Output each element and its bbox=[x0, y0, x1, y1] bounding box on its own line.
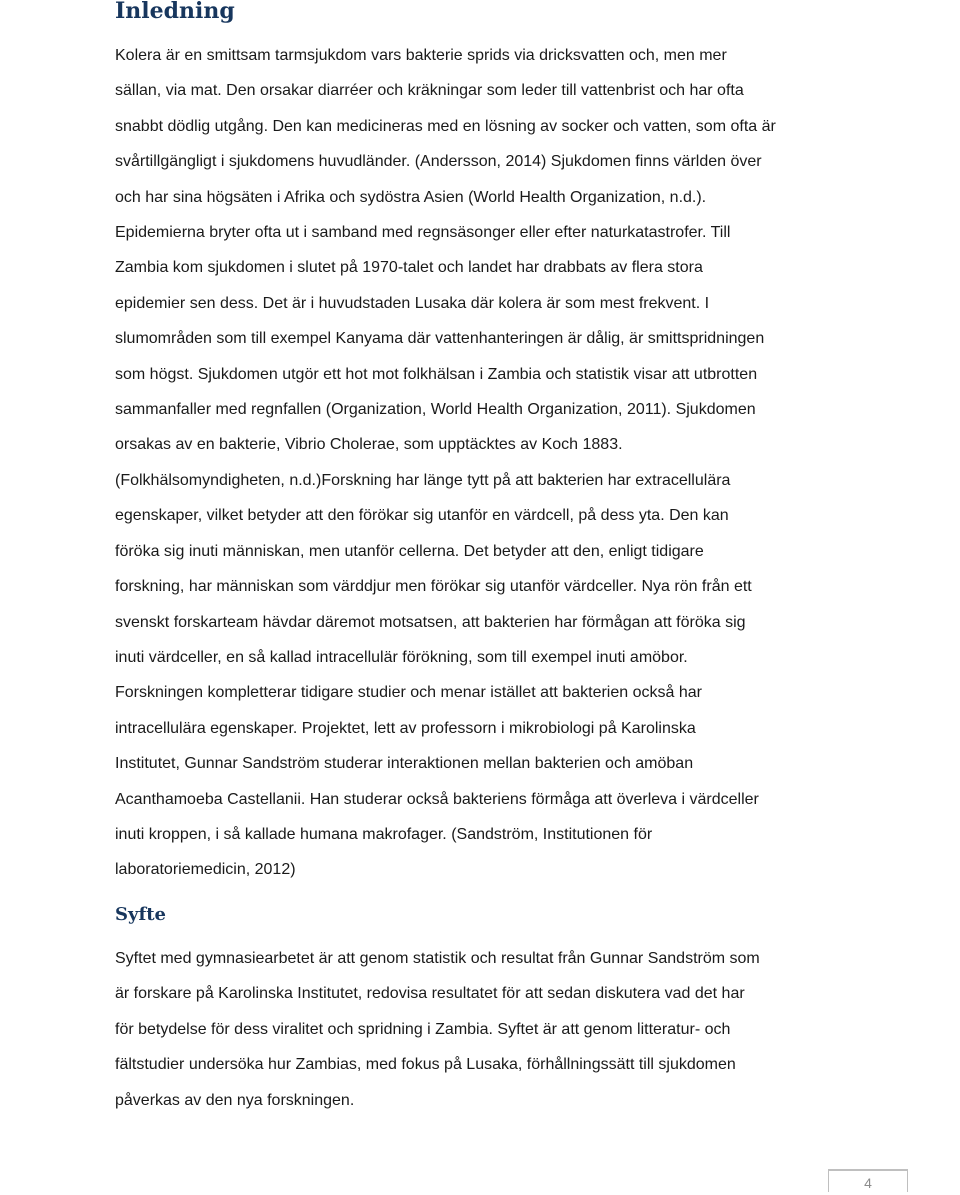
text-line: epidemier sen dess. Det är i huvudstaden Lusaka där kolera är som mest frekvent. I bbox=[115, 294, 710, 312]
text-line: är forskare på Karolinska Institutet, redovisa resultatet för att sedan diskutera vad det har bbox=[115, 985, 745, 1003]
text-line: Zambia kom sjukdomen i slutet på 1970-talet och landet har drabbats av flera stora bbox=[115, 259, 703, 277]
text-line: svenskt forskarteam hävdar däremot motsatsen, att bakterien har förmågan att föröka sig bbox=[115, 613, 746, 631]
text-line: Institutet, Gunnar Sandström studerar interaktionen mellan bakterien och amöban bbox=[115, 755, 694, 773]
text-line: slumområden som till exempel Kanyama där vattenhanteringen är dålig, är smittspridningen bbox=[115, 330, 765, 348]
text-line: Kolera är en smittsam tarmsjukdom vars bakterie sprids via dricksvatten och, men mer bbox=[115, 47, 727, 64]
text-line: sällan, via mat. Den orsakar diarréer och kräkningar som leder till vattenbrist och har ofta bbox=[115, 82, 744, 100]
text-line: inuti värdceller, en så kallad intracellulär förökning, som till exempel inuti amöbor. bbox=[115, 648, 688, 666]
page-number-footer bbox=[828, 1169, 908, 1192]
text-line: intracellulära egenskaper. Projektet, lett av professorn i mikrobiologi på Karolinska bbox=[115, 719, 696, 737]
text-line: fältstudier undersöka hur Zambias, med fokus på Lusaka, förhållningssätt till sjukdomen bbox=[115, 1056, 736, 1074]
inledning-paragraph bbox=[115, 38, 915, 888]
text-line: Epidemierna bryter ofta ut i samband med regnsäsonger eller efter naturkatastrofer. Till bbox=[115, 224, 731, 242]
text-line: för betydelse för dess viralitet och spridning i Zambia. Syftet är att genom litteratur- och bbox=[115, 1020, 731, 1038]
section-heading-inledning: Inledning bbox=[115, 0, 235, 24]
text-line: inuti kroppen, i så kallade humana makrofager. (Sandström, Institutionen för bbox=[115, 825, 653, 843]
text-line: sammanfaller med regnfallen (Organization, World Health Organization, 2011). Sjukdomen bbox=[115, 401, 756, 419]
text-line: forskning, har människan som värddjur men förökar sig utanför värdceller. Nya rön från ett bbox=[115, 578, 752, 596]
syfte-paragraph bbox=[115, 941, 915, 1118]
text-line: föröka sig inuti människan, men utanför cellerna. Det betyder att den, enligt tidigare bbox=[115, 542, 704, 560]
text-line: som högst. Sjukdomen utgör ett hot mot folkhälsan i Zambia och statistik visar att utbrotten bbox=[115, 365, 758, 383]
section-heading-syfte: Syfte bbox=[115, 904, 166, 925]
text-line: Acanthamoeba Castellanii. Han studerar också bakteriens förmåga att överleva i värdceller bbox=[115, 790, 759, 808]
text-line: (Folkhälsomyndigheten, n.d.)Forskning har länge tytt på att bakterien har extracellulära bbox=[115, 471, 731, 489]
text-line: Forskningen kompletterar tidigare studier och menar istället att bakterien också har bbox=[115, 684, 702, 702]
text-line: svårtillgängligt i sjukdomens huvudländer. (Andersson, 2014) Sjukdomen finns världen över bbox=[115, 153, 762, 171]
text-line: egenskaper, vilket betyder att den förökar sig utanför en värdcell, på dess yta. Den kan bbox=[115, 507, 729, 525]
text-line: påverkas av den nya forskningen. bbox=[115, 1091, 355, 1109]
text-line: och har sina högsäten i Afrika och sydöstra Asien (World Health Organization, n.d.). bbox=[115, 188, 707, 206]
text-line: snabbt dödlig utgång. Den kan medicineras med en lösning av socker och vatten, som ofta är bbox=[115, 117, 776, 135]
text-line: Syftet med gymnasiearbetet är att genom statistik och resultat från Gunnar Sandström som bbox=[115, 950, 760, 967]
text-line: orsakas av en bakterie, Vibrio Cholerae, som upptäcktes av Koch 1883. bbox=[115, 436, 623, 454]
text-line: laboratoriemedicin, 2012) bbox=[115, 861, 296, 879]
page-number: 4 bbox=[864, 1175, 872, 1191]
